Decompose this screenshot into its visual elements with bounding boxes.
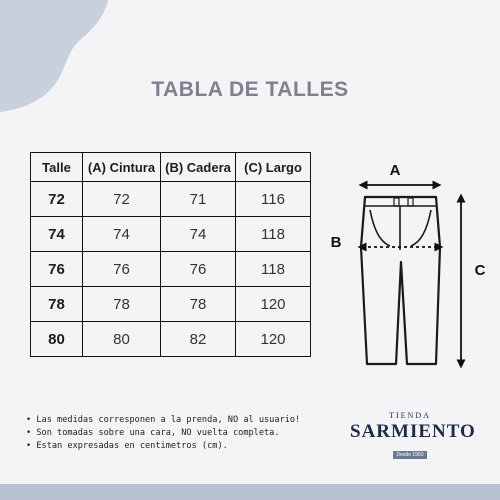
pants-diagram <box>320 150 495 380</box>
cell-cintura: 74 <box>83 217 161 252</box>
cell-cintura: 72 <box>83 182 161 217</box>
cell-largo: 116 <box>236 182 311 217</box>
cell-largo: 120 <box>236 287 311 322</box>
brand-name: SARMIENTO <box>350 421 476 442</box>
page-title: TABLA DE TALLES <box>151 78 349 101</box>
header-cintura: (A) Cintura <box>83 153 161 182</box>
table-row <box>31 322 311 357</box>
notes-list <box>26 414 300 453</box>
decorative-blob <box>0 0 120 120</box>
cell-cadera: 71 <box>161 182 236 217</box>
brand-top: TIENDA <box>389 411 431 420</box>
cell-cadera: 82 <box>161 322 236 357</box>
header-largo: (C) Largo <box>236 153 311 182</box>
cell-talle: 80 <box>31 322 83 357</box>
table-row <box>31 252 311 287</box>
cell-talle: 74 <box>31 217 83 252</box>
pants-icon <box>361 197 440 364</box>
brand-logo <box>350 411 476 461</box>
cell-talle: 72 <box>31 182 83 217</box>
label-c: C <box>474 262 486 279</box>
cell-largo: 118 <box>236 252 311 287</box>
header-cadera: (B) Cadera <box>161 153 236 182</box>
note-item: • Son tomadas sobre una cara, NO vuelta completa. <box>26 427 300 440</box>
cell-largo: 120 <box>236 322 311 357</box>
cell-cintura: 80 <box>83 322 161 357</box>
cell-cintura: 76 <box>83 252 161 287</box>
label-b: B <box>330 234 342 251</box>
cell-cadera: 74 <box>161 217 236 252</box>
note-item: • Estan expresadas en centimetros (cm). <box>26 440 300 453</box>
cell-talle: 76 <box>31 252 83 287</box>
brand-badge: Desde 1950 <box>393 451 428 459</box>
note-item: • Las medidas corresponen a la prenda, NO al usuario! <box>26 414 300 427</box>
table-header-row <box>31 153 311 182</box>
table-row <box>31 287 311 322</box>
size-table <box>30 152 311 357</box>
label-a: A <box>389 162 401 179</box>
table-row <box>31 217 311 252</box>
header-talle: Talle <box>31 153 83 182</box>
cell-cadera: 78 <box>161 287 236 322</box>
cell-talle: 78 <box>31 287 83 322</box>
footer-bar <box>0 484 500 500</box>
cell-largo: 118 <box>236 217 311 252</box>
table-row <box>31 182 311 217</box>
cell-cintura: 78 <box>83 287 161 322</box>
cell-cadera: 76 <box>161 252 236 287</box>
